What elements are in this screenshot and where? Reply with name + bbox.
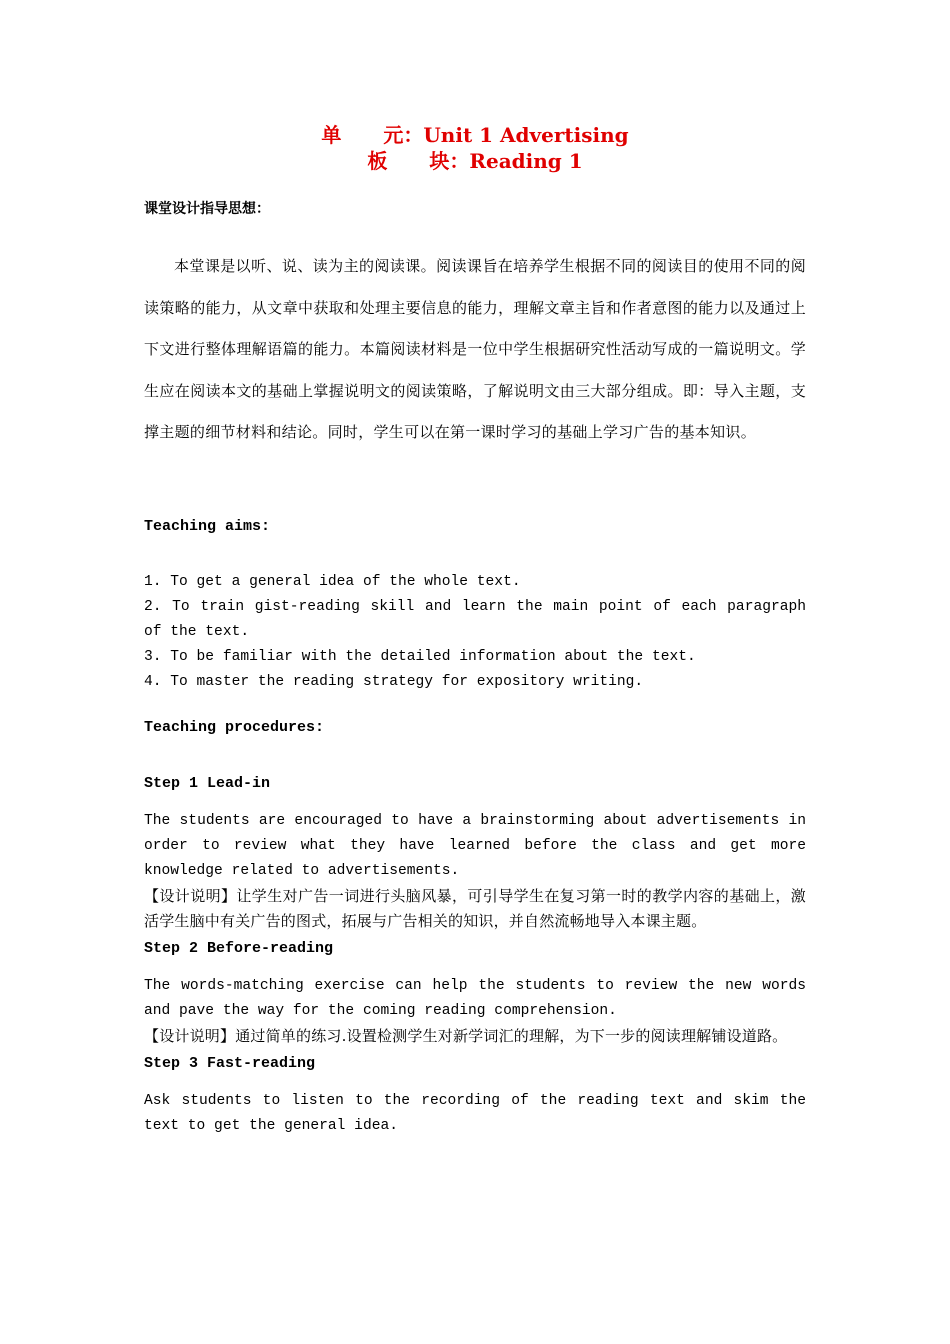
step-2-text: The words-matching exercise can help the students to review the new words and pave the way for the coming reading comprehension. [144,977,806,1019]
aim-item: 2. To train gist-reading skill and learn the main point of each paragraph of the text. [144,598,806,640]
teaching-aims-heading: Teaching aims: [144,517,271,535]
aim-item: 4. To master the reading strategy for expository writing. [144,673,644,690]
design-guidance-heading: 课堂设计指导思想： [144,201,270,217]
step-3-text: Ask students to listen to the recording of the reading text and skim the text to get the general idea. [144,1092,806,1134]
step-1-text: The students are encouraged to have a brainstorming about advertisements in order to review what they have learned before the class and get more knowledge related to advertisements. [144,812,806,879]
unit-label: 单 [321,123,342,147]
teaching-procedures-heading: Teaching procedures: [144,718,325,736]
aim-item: 1. To get a general idea of the whole text. [144,573,521,590]
unit-title [144,122,806,148]
step-2-title: Step 2 Before-reading [144,939,334,957]
document-page [144,120,806,1139]
block-value: Reading 1 [469,149,583,173]
design-guidance-paragraph: 本堂课是以听、说、读为主的阅读课。阅读课旨在培养学生根据不同的阅读目的使用不同的阅读策略的能力，从文章中获取和处理主要信息的能力，理解文章主旨和作者意图的能力以及通过上下文进行整体理解语篇的能力。本篇阅读材料是一位中学生根据研究性活动写成的一篇说明文。学生应在阅读本文的基础上掌握说明文的阅读策略，了解说明文由三大部分组成。即：导入主题，支撑主题的细节材料和结论。同时，学生可以在第一课时学习的基础上学习广告的基本知识。 [144,257,806,441]
step-1-design-note: 【设计说明】让学生对广告一词进行头脑风暴，可引导学生在复习第一时的教学内容的基础上，激活学生脑中有关广告的图式，拓展与广告相关的知识，并自然流畅地导入本课主题。 [144,886,806,930]
aim-item: 3. To be familiar with the detailed information about the text. [144,648,696,665]
step-2-design-note: 【设计说明】通过简单的练习.设置检测学生对新学词汇的理解，为下一步的阅读理解铺设道路。 [144,1026,788,1045]
unit-value: Unit 1 Advertising [423,123,629,147]
step-3-title: Step 3 Fast-reading [144,1054,316,1072]
block-title [144,148,806,174]
unit-label-suffix: 元： [383,123,424,147]
teaching-aims-list [144,570,806,695]
step-1-title: Step 1 Lead-in [144,774,271,792]
block-label-suffix: 块： [429,149,470,173]
block-label: 板 [367,149,388,173]
